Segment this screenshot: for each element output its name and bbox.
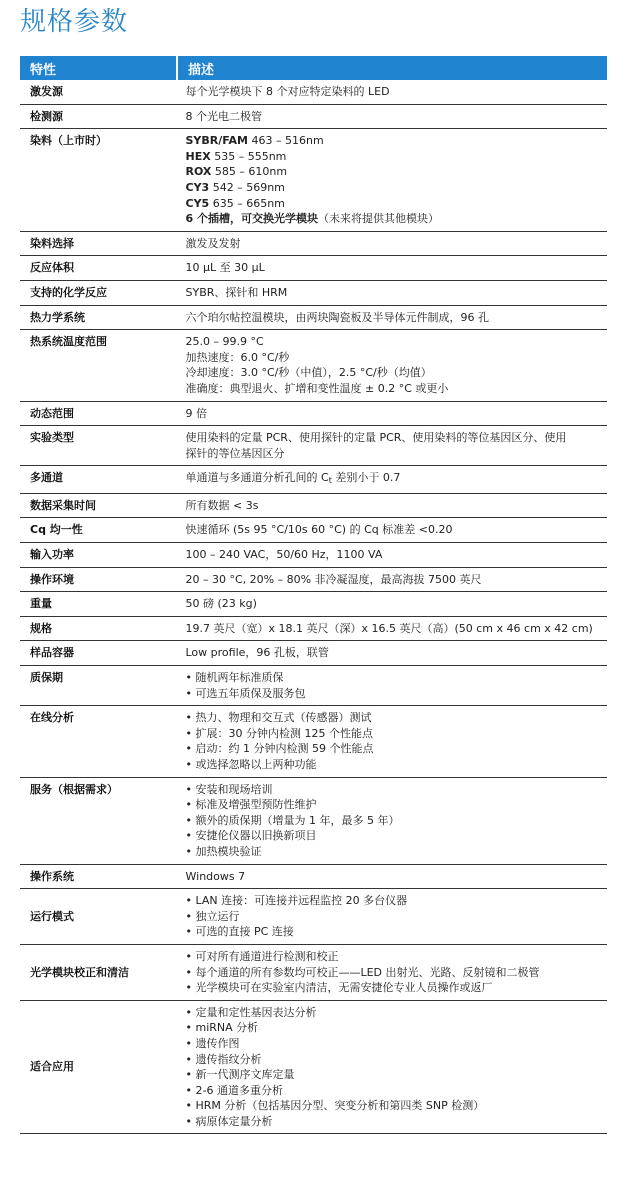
row-label: 数据采集时间 — [20, 493, 177, 518]
row-label: 操作系统 — [20, 864, 177, 889]
description-line: • 光学模块可在实验室内清洁，无需安捷伦专业人员操作或返厂 — [185, 981, 493, 995]
description-line: • 或选择忽略以上两种功能 — [185, 758, 317, 771]
table-row — [20, 567, 607, 592]
table-row — [20, 706, 607, 777]
row-label: 服务（根据需求） — [20, 777, 177, 864]
row-label: 检测源 — [20, 104, 177, 129]
table-row — [20, 777, 607, 864]
description-line: • 可对所有通道进行检测和校正 — [185, 949, 339, 963]
description-line: 激发及发射 — [185, 236, 241, 250]
description-line: Windows 7 — [185, 869, 246, 883]
dye-line — [186, 149, 600, 165]
row-description — [177, 104, 607, 129]
row-description — [177, 280, 607, 305]
description-line: 10 µL 至 30 µL — [185, 261, 265, 275]
row-description — [177, 666, 607, 706]
row-description — [177, 864, 607, 889]
row-description — [177, 401, 607, 426]
description-line: • 加热模块验证 — [185, 844, 262, 858]
dye-name: CY3 — [185, 180, 210, 194]
row-label: 热系统温度范围 — [20, 330, 177, 401]
description-line: • 每个通道的所有参数均可校正——LED 出射光、光路、反射镜和二极管 — [185, 965, 540, 979]
dye-name: HEX — [185, 149, 211, 163]
row-description — [177, 641, 607, 666]
row-label: 操作环境 — [20, 567, 177, 592]
table-row — [20, 493, 607, 518]
row-description — [177, 616, 607, 641]
row-label: 动态范围 — [20, 401, 177, 426]
description-line: 冷却速度：3.0 °C/秒（中值），2.5 °C/秒（均值） — [185, 366, 432, 380]
description-line: 8 个光电二极管 — [185, 109, 262, 123]
dye-range: 542 – 569nm — [212, 180, 285, 194]
table-row — [20, 616, 607, 641]
description-line: • 标准及增强型预防性维护 — [185, 798, 317, 812]
row-description — [177, 567, 607, 592]
table-row — [20, 231, 607, 256]
description-line: • 安捷伦仪器以旧换新项目 — [185, 829, 317, 843]
table-row — [20, 256, 607, 281]
table-row — [20, 330, 607, 401]
dye-line — [186, 180, 600, 196]
row-description — [177, 256, 607, 281]
description-line: 20 – 30 °C, 20% – 80% 非冷凝湿度，最高海拔 7500 英尺 — [185, 572, 482, 586]
dye-line — [186, 164, 600, 180]
description-line: 使用染料的定量 PCR、使用探针的定量 PCR、使用染料的等位基因区分、使用 — [185, 431, 567, 445]
row-label: 光学模块校正和清洁 — [20, 944, 177, 1000]
description-line: • 遗传作图 — [185, 1036, 240, 1050]
table-row — [20, 864, 607, 889]
dye-note-line — [186, 211, 600, 227]
header-description: 描述 — [177, 56, 607, 80]
description-line: Low profile，96 孔板，联管 — [185, 646, 329, 660]
description-line: 50 磅 (23 kg) — [185, 597, 257, 611]
spec-rows — [20, 80, 607, 1134]
table-row — [20, 1000, 607, 1134]
row-label: 染料（上市时） — [20, 129, 177, 232]
dye-note: （未来将提供其他模块） — [317, 212, 439, 226]
description-line: • 扩展：30 分钟内检测 125 个性能点 — [185, 726, 373, 740]
dye-name: ROX — [185, 165, 212, 179]
header-feature: 特性 — [20, 56, 177, 80]
row-label: Cq 均一性 — [20, 518, 177, 543]
row-label: 热力学系统 — [20, 305, 177, 330]
description-line: 探针的等位基因区分 — [185, 446, 285, 460]
description-line: 快速循环 (5s 95 °C/10s 60 °C) 的 Cq 标准差 <0.20 — [185, 523, 453, 537]
description-line — [186, 470, 600, 489]
table-row — [20, 543, 607, 568]
description-line: • 额外的质保期（增量为 1 年，最多 5 年） — [185, 813, 400, 827]
dye-range: 585 – 610nm — [214, 165, 288, 179]
description-line: • HRM 分析（包括基因分型、突变分析和第四类 SNP 检测） — [185, 1099, 485, 1113]
description-line: 加热速度：6.0 °C/秒 — [185, 350, 290, 364]
description-line: 25.0 – 99.9 °C — [185, 335, 264, 349]
description-line: • 可选的直接 PC 连接 — [185, 925, 294, 939]
row-label: 在线分析 — [20, 706, 177, 777]
table-row — [20, 401, 607, 426]
row-label: 规格 — [20, 616, 177, 641]
row-label: 实验类型 — [20, 426, 177, 466]
row-description — [177, 426, 607, 466]
description-line: • 独立运行 — [185, 909, 240, 923]
description-line: • LAN 连接：可连接并远程监控 20 多台仪器 — [185, 894, 408, 908]
row-label: 多通道 — [20, 466, 177, 494]
table-row — [20, 104, 607, 129]
table-row — [20, 889, 607, 945]
row-description — [177, 305, 607, 330]
row-label: 质保期 — [20, 666, 177, 706]
row-description — [177, 706, 607, 777]
table-row — [20, 944, 607, 1000]
multi-text-pre: 单通道与多通道分析孔间的 C — [185, 471, 329, 485]
spec-table — [20, 56, 607, 1134]
dye-name: CY5 — [185, 196, 210, 210]
description-line: 100 – 240 VAC，50/60 Hz，1100 VA — [185, 548, 383, 562]
row-label: 支持的化学反应 — [20, 280, 177, 305]
row-label: 样品容器 — [20, 641, 177, 666]
multi-text-post: 差别小于 0.7 — [331, 471, 401, 485]
row-description — [177, 1000, 607, 1134]
row-description — [177, 231, 607, 256]
row-label: 激发源 — [20, 80, 177, 104]
row-description — [177, 889, 607, 945]
description-line: • 启动：约 1 分钟内检测 59 个性能点 — [185, 742, 374, 756]
description-line: • 热力、物理和交互式（传感器）测试 — [185, 711, 372, 725]
dye-line — [186, 133, 600, 149]
table-row — [20, 305, 607, 330]
row-description — [177, 543, 607, 568]
row-description — [177, 129, 607, 232]
row-label: 输入功率 — [20, 543, 177, 568]
row-label: 适合应用 — [20, 1000, 177, 1134]
table-row — [20, 592, 607, 617]
row-description — [177, 493, 607, 518]
multi-subscript: t — [328, 476, 332, 486]
row-description — [177, 80, 607, 104]
row-description — [177, 944, 607, 1000]
table-row — [20, 280, 607, 305]
description-line: • 遗传指纹分析 — [185, 1052, 262, 1066]
row-label: 重量 — [20, 592, 177, 617]
page-title: 规格参数 — [20, 7, 129, 37]
row-label: 染料选择 — [20, 231, 177, 256]
dye-note-bold: 6 个插槽，可交换光学模块 — [185, 212, 318, 226]
table-header — [20, 56, 607, 80]
description-line: 准确度：典型退火、扩增和变性温度 ± 0.2 °C 或更小 — [185, 381, 449, 395]
description-line: 每个光学模块下 8 个对应特定染料的 LED — [185, 85, 390, 98]
row-description — [177, 518, 607, 543]
description-line: • 可选五年质保及服务包 — [185, 686, 306, 700]
description-line: 六个珀尔帖控温模块，由两块陶瓷板及半导体元件制成，96 孔 — [185, 310, 489, 324]
row-description — [177, 777, 607, 864]
dye-range: 535 – 555nm — [214, 149, 287, 163]
row-label: 运行模式 — [20, 889, 177, 945]
description-line: • 病原体定量分析 — [185, 1114, 273, 1128]
description-line: • 新一代测序文库定量 — [185, 1068, 295, 1082]
description-line: • 2-6 通道多重分析 — [185, 1083, 283, 1097]
table-row — [20, 518, 607, 543]
dye-line — [186, 196, 600, 212]
description-line: SYBR、探针和 HRM — [185, 285, 288, 299]
dye-name: SYBR/FAM — [185, 134, 248, 148]
row-description — [177, 330, 607, 401]
description-line: • 随机两年标准质保 — [185, 671, 284, 685]
table-row — [20, 641, 607, 666]
table-row — [20, 426, 607, 466]
description-line: 19.7 英尺（宽）x 18.1 英尺（深）x 16.5 英尺（高）(50 cm x 46 cm x 42 cm) — [185, 621, 593, 635]
row-description — [177, 466, 607, 494]
description-line: 9 倍 — [185, 406, 207, 420]
table-row — [20, 129, 607, 232]
table-row — [20, 666, 607, 706]
description-line: 所有数据 < 3s — [185, 498, 259, 512]
description-line: • 定量和定性基因表达分析 — [185, 1005, 317, 1019]
row-label: 反应体积 — [20, 256, 177, 281]
table-row — [20, 80, 607, 104]
table-row — [20, 466, 607, 494]
description-line: • miRNA 分析 — [185, 1021, 259, 1035]
description-line: • 安装和现场培训 — [185, 782, 273, 796]
dye-range: 635 – 665nm — [212, 196, 285, 210]
row-description — [177, 592, 607, 617]
dye-range: 463 – 516nm — [251, 134, 324, 148]
